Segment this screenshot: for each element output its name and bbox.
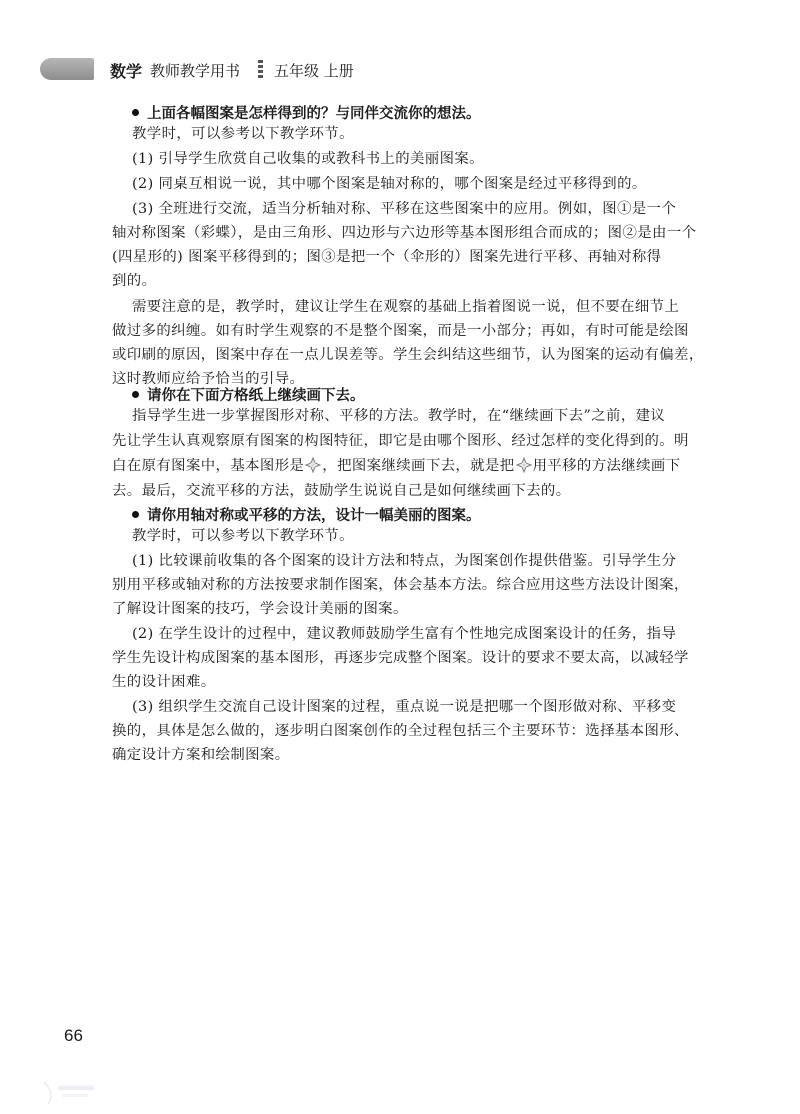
paragraph-line: 或印刷的原因，图案中存在一点儿误差等。学生会纠结这些细节，认为图案的运动有偏差， xyxy=(112,347,704,363)
bullet-dot-icon xyxy=(132,511,139,518)
bullet-dot-icon xyxy=(132,391,139,398)
bullet-heading xyxy=(132,384,365,405)
paragraph-line: 轴对称图案（彩蝶），是由三角形、四边形与六边形等基本图形组合而成的；图②是由一个 xyxy=(112,225,697,241)
header-subject: 数学 xyxy=(110,62,143,81)
bullet-text: 请你用轴对称或平移的方法，设计一幅美丽的图案。 xyxy=(147,508,481,524)
paragraph-line: (1) 引导学生欣赏自己收集的或教科书上的美丽图案。 xyxy=(132,151,484,167)
paragraph-line: 确定设计方案和绘制图案。 xyxy=(112,747,290,763)
paragraph-line: 别用平移或轴对称的方法按要求制作图案，体会基本方法。综合应用这些方法设计图案， xyxy=(112,577,689,593)
text-segment: ，把图案继续画下去，就是把 xyxy=(322,458,515,474)
paragraph-line: 这时教师应给予恰当的引导。 xyxy=(112,371,305,387)
text-segment: 白在原有图案中，基本图形是 xyxy=(112,458,305,474)
paragraph-line: 生的设计困难。 xyxy=(112,674,216,690)
paragraph-line: 教学时，可以参考以下教学环节。 xyxy=(132,528,354,544)
paragraph-line: (3) 组织学生交流自己设计图案的过程，重点说一说是把哪一个图形做对称、平移变 xyxy=(132,699,677,715)
paragraph-line: 去。最后，交流平移的方法，鼓励学生说说自己是如何继续画下去的。 xyxy=(112,483,571,499)
paragraph-line: 需要注意的是，教学时，建议让学生在观察的基础上指着图说一说，但不要在细节上 xyxy=(132,299,680,315)
paragraph-line: 指导学生进一步掌握图形对称、平移的方法。教学时，在“继续画下去”之前，建议 xyxy=(132,408,666,424)
paragraph-line: 了解设计图案的技巧，学会设计美丽的图案。 xyxy=(112,601,408,617)
watermark-logo-icon xyxy=(40,1078,100,1106)
paragraph-line: 换的，具体是怎么做的，逐步明白图案创作的全过程包括三个主要环节：选择基本图形、 xyxy=(112,723,689,739)
header-grade: 五年级 上册 xyxy=(274,62,354,80)
paragraph-line: 先让学生认真观察原有图案的构图特征，即它是由哪个图形、经过怎样的变化得到的。明 xyxy=(112,433,689,449)
paragraph-line: (1) 比较课前收集的各个图案的设计方法和特点，为图案创作提供借鉴。引导学生分 xyxy=(132,553,677,569)
page-number: 66 xyxy=(64,1026,83,1045)
bullet-heading xyxy=(132,102,481,123)
bullet-heading xyxy=(132,504,481,525)
bullet-text: 上面各幅图案是怎样得到的？与同伴交流你的想法。 xyxy=(147,106,481,122)
paragraph-line: 到的。 xyxy=(112,273,157,289)
paragraph-line: (2) 同桌互相说一说，其中哪个图案是轴对称的，哪个图案是经过平移得到的。 xyxy=(132,176,647,192)
text-segment: 用平移的方法继续画下 xyxy=(532,458,681,474)
paragraph-line xyxy=(112,456,680,476)
header-separator xyxy=(258,60,263,78)
header-book-title: 教师教学用书 xyxy=(150,62,241,80)
header-tab-decoration xyxy=(40,58,94,80)
paragraph-line: 教学时，可以参考以下教学环节。 xyxy=(132,126,354,142)
paragraph-line: (2) 在学生设计的过程中，建议教师鼓励学生富有个性地完成图案设计的任务，指导 xyxy=(132,626,677,642)
paragraph-line: (四星形的) 图案平移得到的；图③是把一个（伞形的）图案先进行平移、再轴对称得 xyxy=(112,249,662,265)
page-header xyxy=(0,52,800,86)
bullet-dot-icon xyxy=(132,109,139,116)
paragraph-line: 做过多的纠缠。如有时学生观察的不是整个图案，而是一小部分；再如，有时可能是绘图 xyxy=(112,323,689,339)
four-point-star-shape-icon xyxy=(516,457,532,473)
bullet-text: 请你在下面方格纸上继续画下去。 xyxy=(147,388,365,404)
paragraph-line: 学生先设计构成图案的基本图形，再逐步完成整个图案。设计的要求不要太高，以减轻学 xyxy=(112,650,689,666)
paragraph-line: (3) 全班进行交流，适当分析轴对称、平移在这些图案中的应用。例如，图①是一个 xyxy=(132,201,677,217)
four-point-star-shape-icon xyxy=(305,457,321,473)
